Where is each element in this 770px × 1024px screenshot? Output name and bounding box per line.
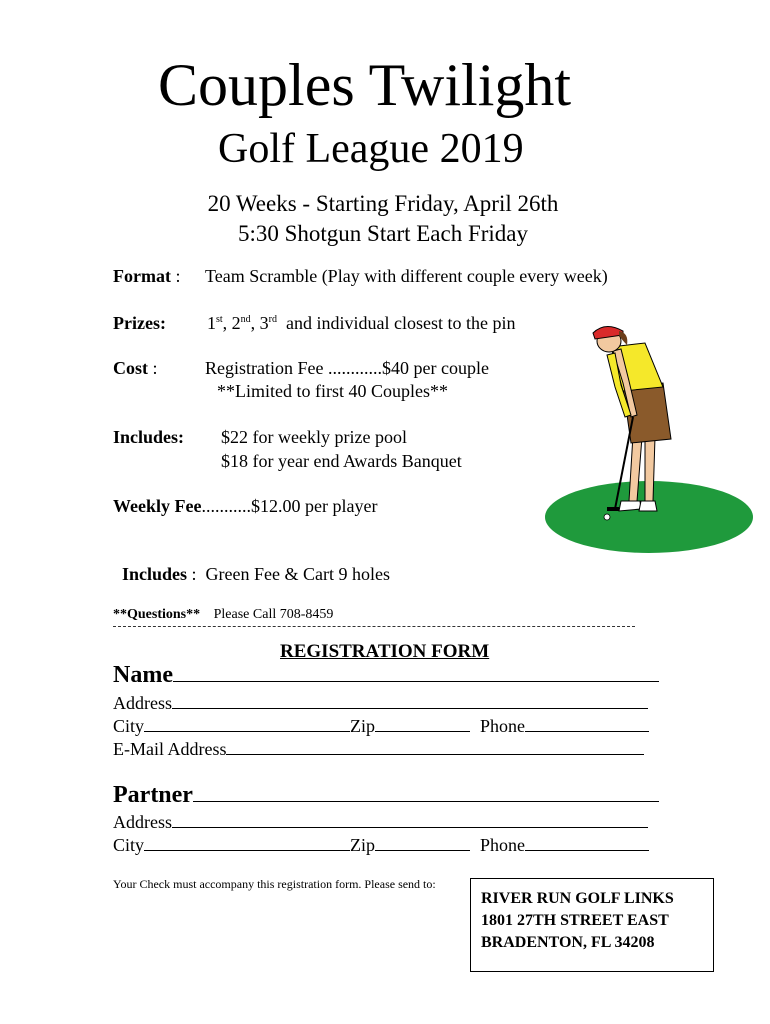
includes-item-2: $18 for year end Awards Banquet bbox=[221, 451, 462, 471]
prize-third-sup: rd bbox=[268, 314, 278, 325]
city-row bbox=[113, 715, 649, 737]
prize-first-sup: st bbox=[216, 314, 223, 325]
includes2-label: Includes bbox=[122, 564, 188, 584]
partner-label: Partner bbox=[113, 782, 193, 808]
cost-limit: **Limited to first 40 Couples** bbox=[217, 381, 448, 401]
email-row bbox=[113, 738, 644, 760]
questions-phone: Please Call 708-8459 bbox=[213, 607, 334, 622]
questions-label: **Questions** bbox=[113, 607, 201, 622]
includes-label: Includes: bbox=[113, 427, 185, 447]
prizes-label: Prizes: bbox=[113, 313, 166, 333]
league-duration: 20 Weeks - Starting Friday, April 26th bbox=[207, 191, 559, 216]
city-field[interactable] bbox=[144, 715, 350, 732]
registration-form-title: REGISTRATION FORM bbox=[280, 641, 490, 662]
start-time: 5:30 Shotgun Start Each Friday bbox=[237, 221, 529, 246]
weekly-fee-row bbox=[113, 495, 377, 517]
prize-second-sup: nd bbox=[240, 314, 251, 325]
format-row bbox=[113, 265, 181, 287]
format-label: Format bbox=[113, 266, 171, 286]
partner-zip-field[interactable] bbox=[375, 834, 470, 851]
partner-city-row bbox=[113, 834, 649, 856]
address-line-2: 1801 27TH STREET EAST bbox=[481, 912, 669, 929]
prize-rest: and individual closest to the pin bbox=[277, 313, 516, 333]
send-instructions: Your Check must accompany this registration form. Please send to: bbox=[113, 877, 436, 891]
page-subtitle: Golf League 2019 bbox=[218, 126, 524, 172]
cost-label: Cost bbox=[113, 358, 148, 378]
cost-value: Registration Fee ............$40 per couple bbox=[205, 358, 489, 378]
name-field[interactable] bbox=[173, 665, 659, 682]
partner-address-row bbox=[113, 811, 648, 833]
golfer-illustration bbox=[545, 325, 755, 557]
partner-row bbox=[113, 784, 659, 807]
weekly-fee-value: ...........$12.00 per player bbox=[201, 496, 378, 516]
partner-address-label: Address bbox=[113, 812, 172, 832]
golf-ball bbox=[604, 514, 610, 520]
page-title: Couples Twilight bbox=[158, 52, 572, 118]
zip-label: Zip bbox=[350, 716, 376, 736]
email-label: E-Mail Address bbox=[113, 739, 227, 759]
cut-line-divider bbox=[113, 626, 635, 627]
format-colon: : bbox=[175, 266, 181, 286]
format-value: Team Scramble (Play with different couple every week) bbox=[205, 266, 608, 286]
questions-row bbox=[113, 607, 333, 623]
address-label: Address bbox=[113, 693, 172, 713]
prizes-value bbox=[207, 312, 515, 334]
name-label: Name bbox=[113, 662, 173, 688]
partner-zip-label: Zip bbox=[350, 835, 376, 855]
includes-item-1: $22 for weekly prize pool bbox=[221, 427, 407, 447]
partner-phone-field[interactable] bbox=[525, 834, 649, 851]
phone-field[interactable] bbox=[525, 715, 649, 732]
partner-city-label: City bbox=[113, 835, 145, 855]
address-row bbox=[113, 692, 648, 714]
includes2-row bbox=[113, 541, 390, 585]
prize-first: 1 bbox=[207, 313, 216, 333]
zip-field[interactable] bbox=[375, 715, 470, 732]
prize-second: , 2 bbox=[222, 313, 241, 333]
partner-address-field[interactable] bbox=[172, 811, 648, 828]
email-field[interactable] bbox=[226, 738, 644, 755]
address-line-3: BRADENTON, FL 34208 bbox=[481, 934, 655, 951]
partner-city-field[interactable] bbox=[144, 834, 350, 851]
address-line-1: RIVER RUN GOLF LINKS bbox=[481, 890, 674, 907]
includes2-value: : Green Fee & Cart 9 holes bbox=[187, 564, 390, 584]
city-label: City bbox=[113, 716, 145, 736]
phone-label: Phone bbox=[480, 716, 526, 736]
weekly-fee-label: Weekly Fee bbox=[113, 496, 202, 516]
partner-name-field[interactable] bbox=[193, 785, 659, 802]
address-field[interactable] bbox=[172, 692, 648, 709]
name-row bbox=[113, 664, 659, 687]
mailing-address-box bbox=[470, 878, 714, 972]
partner-phone-label: Phone bbox=[480, 835, 526, 855]
cost-row bbox=[113, 357, 158, 379]
prize-third: , 3 bbox=[250, 313, 269, 333]
cost-colon: : bbox=[148, 358, 158, 378]
